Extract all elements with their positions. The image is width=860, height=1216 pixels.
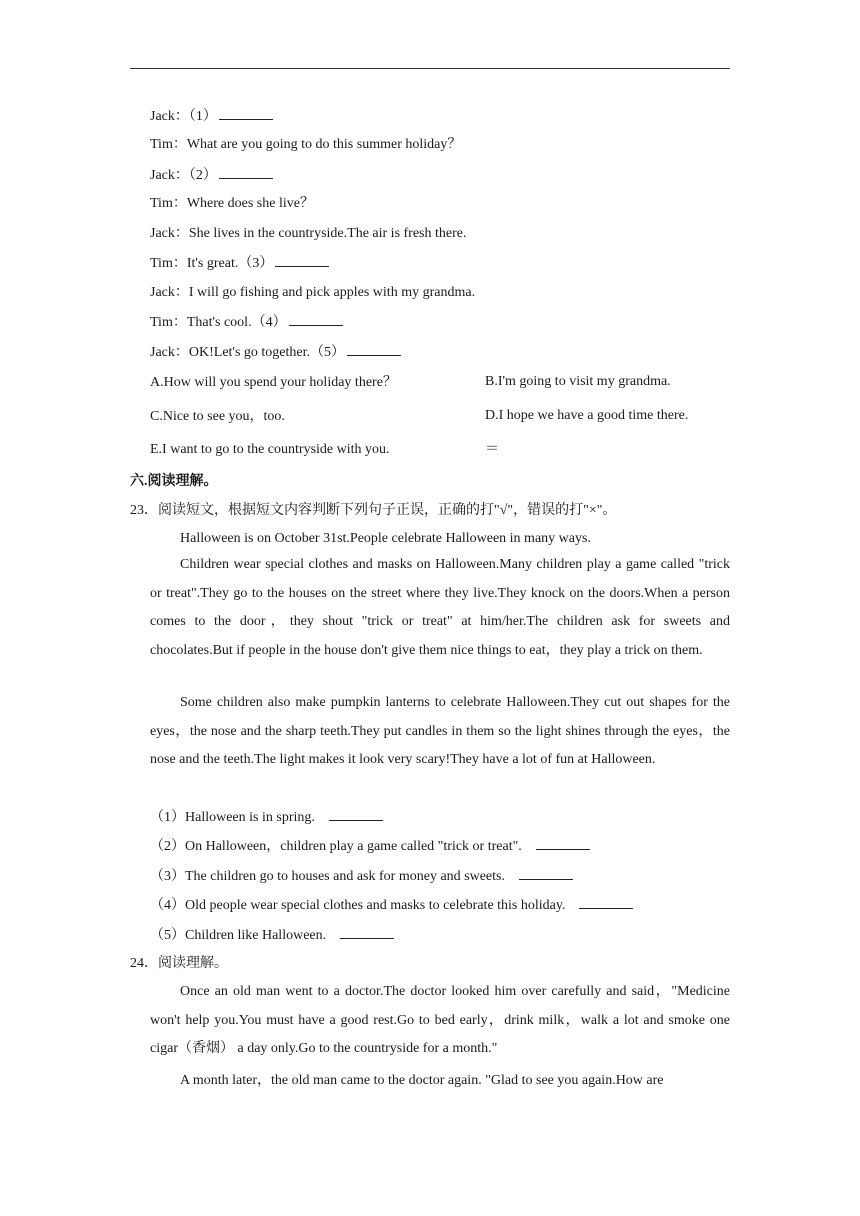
line-text: It's great.（3） [186, 256, 274, 271]
answer-blank[interactable] [219, 166, 273, 179]
dialogue-line [150, 107, 273, 126]
answer-blank[interactable] [289, 313, 343, 326]
option-f: ＝ [485, 442, 499, 457]
answer-blank[interactable] [347, 343, 401, 356]
line-text: I will go fishing and pick apples with my grandma. [188, 285, 476, 300]
statement [150, 837, 590, 856]
statement-text: （5）Children like Halloween. [150, 928, 327, 943]
dialogue-line [150, 136, 461, 154]
header-rule [130, 68, 730, 69]
answer-blank[interactable] [219, 107, 273, 120]
speaker: Jack： [150, 345, 189, 360]
passage-paragraph: Once an old man went to a doctor.The doctor looked him over carefully and said，"Medicine won't help you.You must have a good rest.Go to bed early，drink milk，walk a lot and smoke one cigar（香烟） a day only.Go to the countryside for a month." [150, 984, 730, 1057]
statement [150, 808, 383, 827]
statement [150, 926, 394, 945]
line-text: （2） [188, 168, 217, 183]
speaker: Tim： [150, 196, 187, 211]
speaker: Jack： [150, 109, 189, 124]
passage-paragraph: Halloween is on October 31st.People celebrate Halloween in many ways. [180, 531, 591, 546]
option-b: B.I'm going to visit my grandma. [485, 374, 671, 389]
answer-blank[interactable] [519, 867, 573, 880]
speaker: Jack： [150, 226, 189, 241]
line-text: Where does she live？ [186, 196, 314, 211]
answer-blank[interactable] [275, 254, 329, 267]
passage-paragraph: A month later，the old man came to the doctor again. "Glad to see you again.How are [180, 1073, 664, 1088]
statement [150, 867, 573, 886]
dialogue-line [150, 195, 314, 213]
answer-blank[interactable] [579, 896, 633, 909]
dialogue-line [150, 254, 329, 273]
dialogue-line [150, 284, 475, 302]
statement-text: （1）Halloween is in spring. [150, 810, 315, 825]
option-c: C.Nice to see you，too. [150, 409, 285, 424]
statement [150, 896, 633, 915]
answer-blank[interactable] [536, 837, 590, 850]
question-23-instruction: 23．阅读短文，根据短文内容判断下列句子正误，正确的打"√"，错误的打"×"。 [130, 503, 617, 518]
speaker: Tim： [150, 256, 187, 271]
line-text: That's cool.（4） [186, 315, 287, 330]
passage-paragraph: Some children also make pumpkin lanterns to celebrate Halloween.They cut out shapes for the eyes，the nose and the sharp teeth.They put candles in them so the light shines through the eyes，the nose and the teeth.The light makes it look very scary!They have a lot of fun at Halloween. [150, 695, 730, 768]
line-text: OK!Let's go together.（5） [188, 345, 345, 360]
dialogue-line [150, 313, 343, 332]
dialogue-line [150, 225, 466, 243]
dialogue-line [150, 166, 273, 185]
passage-paragraph: Children wear special clothes and masks on Halloween.Many children play a game called "trick or treat".They go to the houses on the street where they live.They knock on the doors.When a person comes to the door，they shout "trick or treat" at him/her.The children ask for sweets and chocolates.But if people in the house don't give them nice things to eat，they play a trick on them. [150, 557, 730, 658]
answer-blank[interactable] [329, 808, 383, 821]
speaker: Tim： [150, 315, 187, 330]
option-d: D.I hope we have a good time there. [485, 408, 689, 423]
statement-text: （2）On Halloween，children play a game called "trick or treat". [150, 839, 522, 854]
option-a: A.How will you spend your holiday there？ [150, 375, 397, 390]
line-text: （1） [188, 109, 217, 124]
option-e: E.I want to go to the countryside with you. [150, 442, 390, 457]
line-text: She lives in the countryside.The air is fresh there. [188, 226, 467, 241]
speaker: Jack： [150, 285, 189, 300]
speaker: Jack： [150, 168, 189, 183]
question-24-instruction: 24．阅读理解。 [130, 956, 228, 971]
speaker: Tim： [150, 137, 187, 152]
section-title: 六.阅读理解。 [130, 474, 218, 489]
answer-blank[interactable] [340, 926, 394, 939]
statement-text: （4）Old people wear special clothes and masks to celebrate this holiday. [150, 898, 566, 913]
line-text: What are you going to do this summer holiday？ [186, 137, 462, 152]
dialogue-line [150, 343, 401, 362]
statement-text: （3）The children go to houses and ask for money and sweets. [150, 869, 505, 884]
